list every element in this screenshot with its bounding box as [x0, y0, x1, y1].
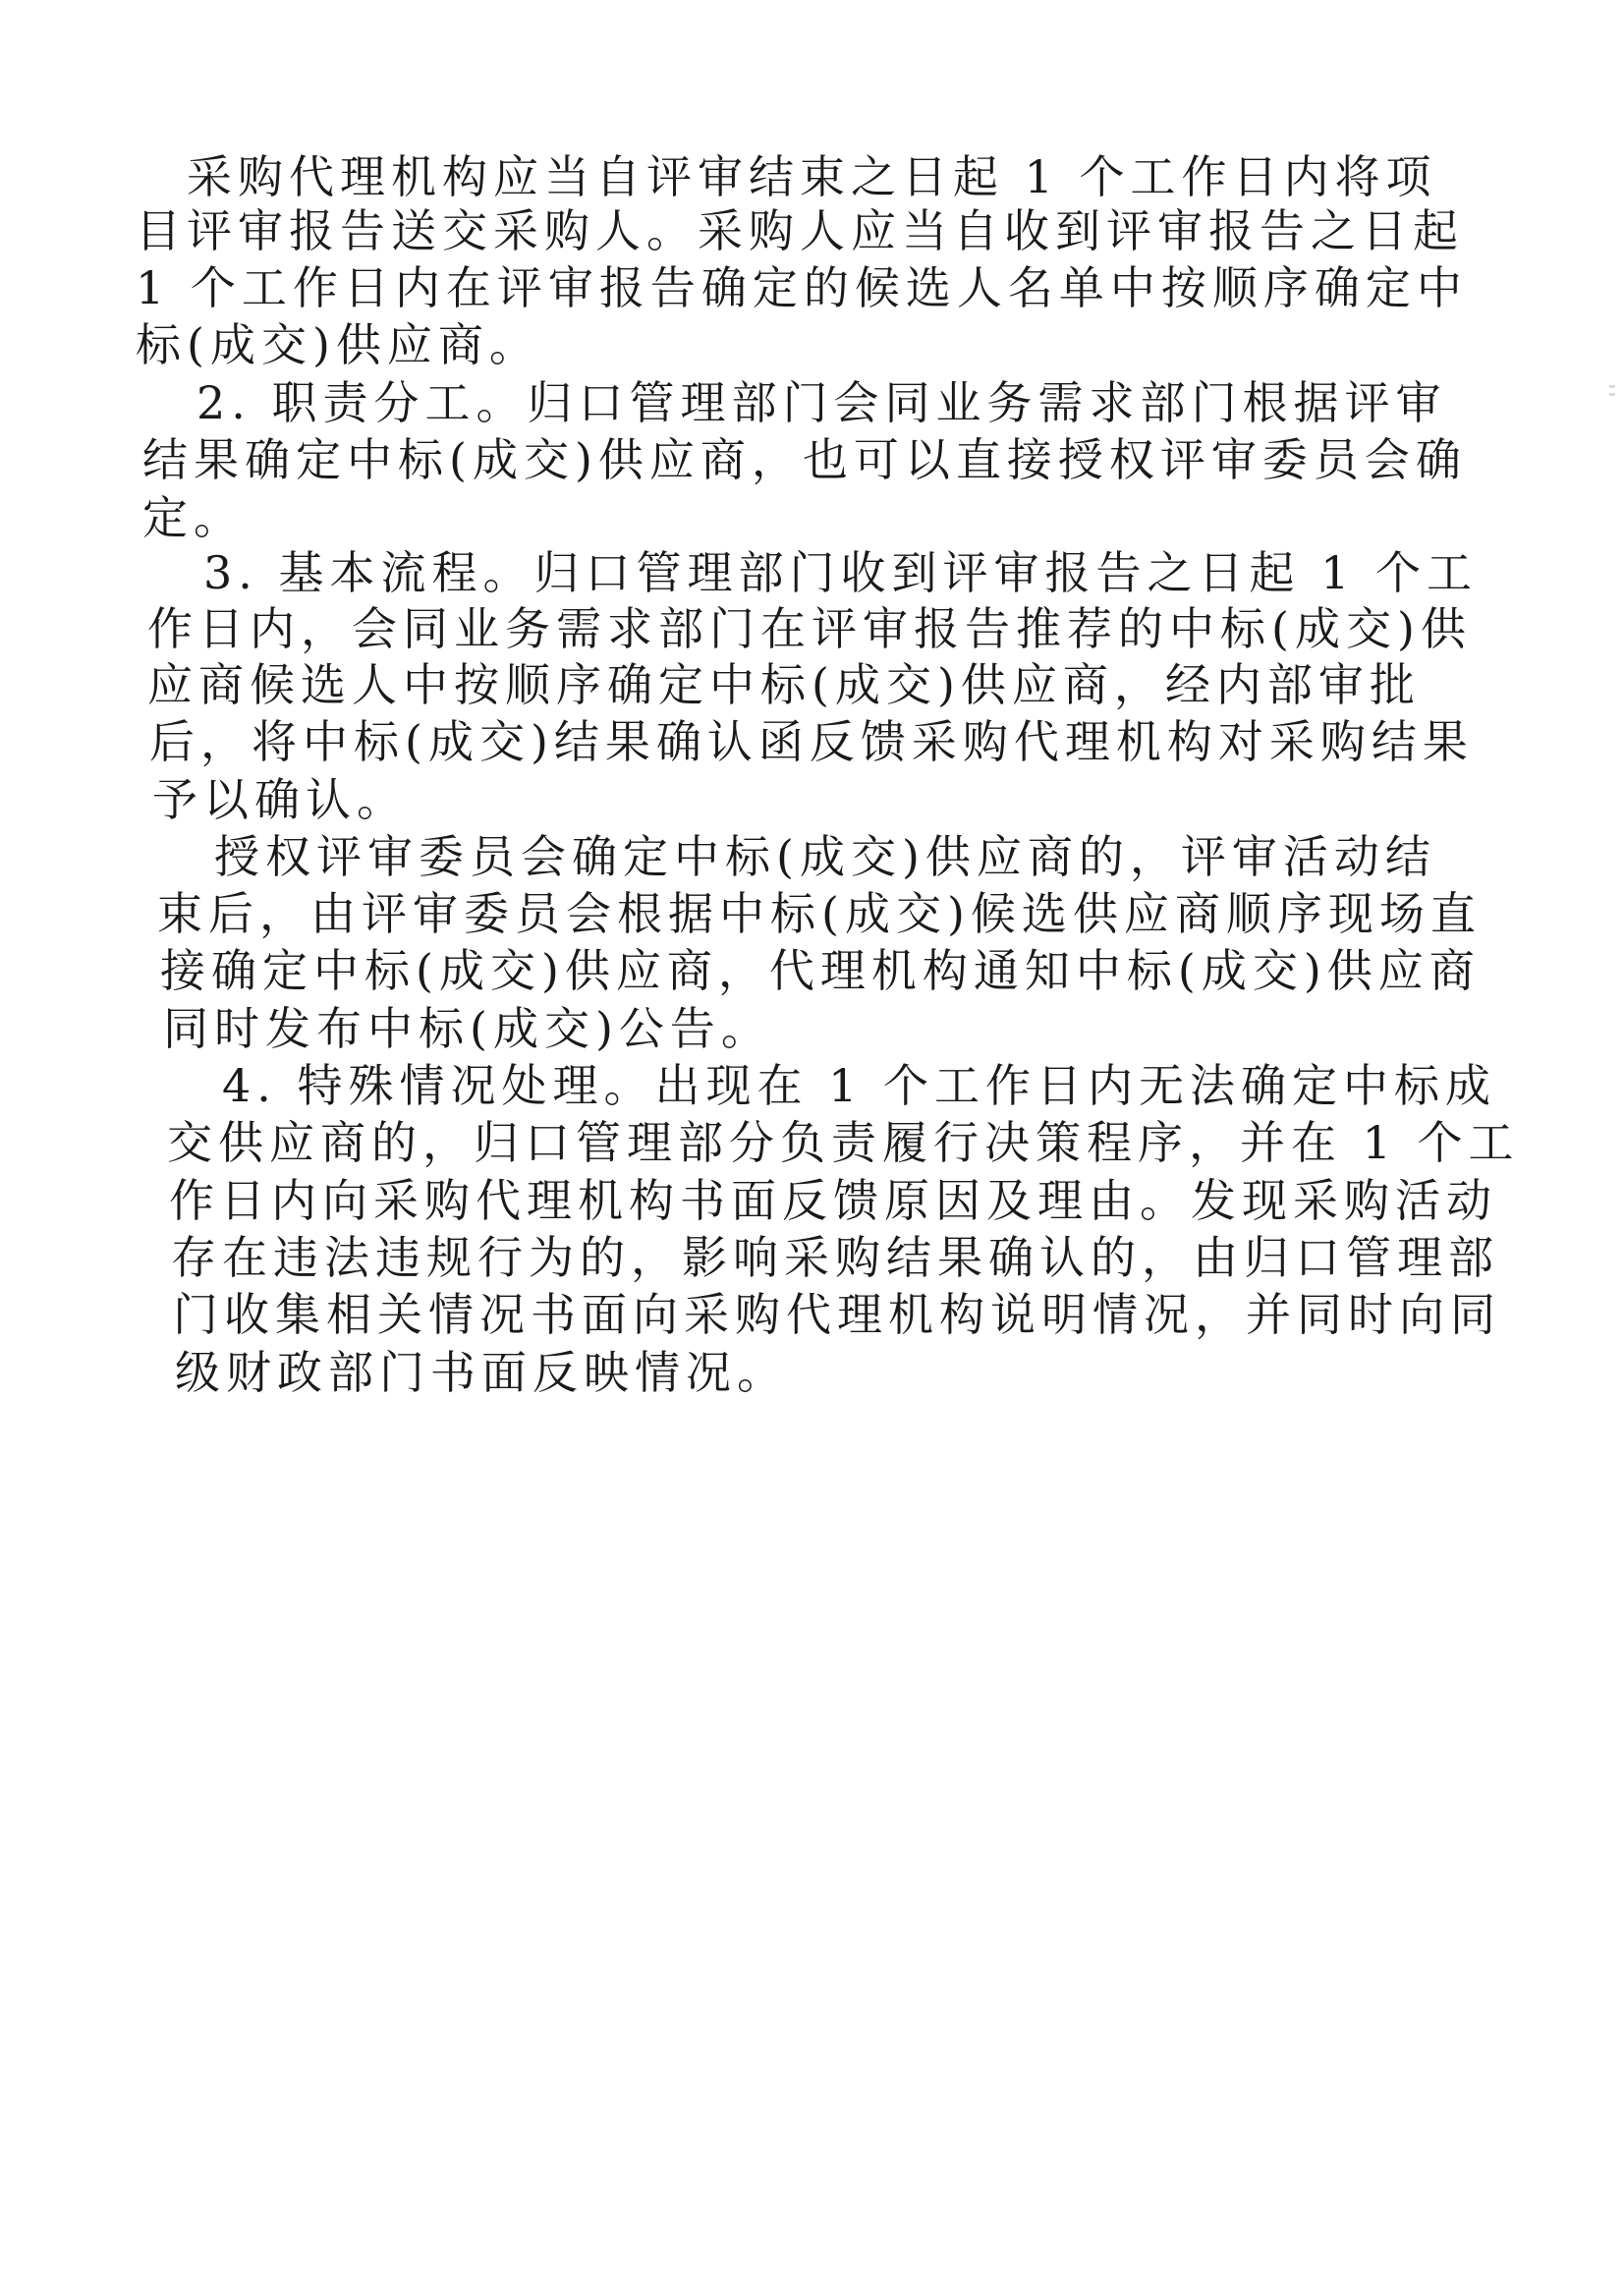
- paragraph-4-line-1: 授权评审委员会确定中标(成交)供应商的，评审活动结: [214, 830, 1436, 883]
- paragraph-1-line-1: 采购代理机构应当自评审结束之日起 1 个工作日内将项: [187, 150, 1437, 203]
- scan-mark: [1609, 385, 1615, 388]
- scan-mark: [1609, 393, 1615, 396]
- paragraph-2-line-1: 2. 职责分工。归口管理部门会同业务需求部门根据评审: [196, 376, 1447, 429]
- paragraph-3-line-3: 应商候选人中按顺序确定中标(成交)供应商，经内部审批: [147, 658, 1421, 711]
- paragraph-5-line-5: 门收集相关情况书面向采购代理机构说明情况，并同时向同: [173, 1288, 1501, 1341]
- paragraph-2-line-2: 结果确定中标(成交)供应商，也可以直接授权评审委员会确: [142, 433, 1467, 486]
- paragraph-5-line-4: 存在违法违规行为的，影响采购结果确认的，由归口管理部: [171, 1231, 1499, 1284]
- paragraph-5-line-2: 交供应商的，归口管理部分负责履行决策程序，并在 1 个工: [167, 1116, 1520, 1169]
- paragraph-3-line-5: 予以确认。: [152, 773, 408, 826]
- paragraph-3-line-1: 3. 基本流程。归口管理部门收到评审报告之日起 1 个工: [203, 546, 1479, 599]
- paragraph-3-line-4: 后，将中标(成交)结果确认函反馈采购代理机构对采购结果: [149, 715, 1474, 768]
- paragraph-1-line-2: 目评审报告送交采购人。采购人应当自收到评审报告之日起: [136, 204, 1464, 257]
- paragraph-5-line-1: 4. 特殊情况处理。出现在 1 个工作日内无法确定中标成: [222, 1059, 1497, 1112]
- paragraph-2-line-3: 定。: [142, 491, 245, 544]
- paragraph-1-line-3: 1 个工作日内在评审报告确定的候选人名单中按顺序确定中: [136, 261, 1468, 314]
- paragraph-4-line-3: 接确定中标(成交)供应商，代理机构通知中标(成交)供应商: [160, 944, 1481, 997]
- paragraph-3-line-2: 作日内，会同业务需求部门在评审报告推荐的中标(成交)供: [147, 602, 1472, 655]
- paragraph-1-line-4: 标(成交)供应商。: [136, 318, 540, 371]
- paragraph-5-line-6: 级财政部门书面反映情况。: [175, 1346, 788, 1399]
- paragraph-4-line-2: 束后，由评审委员会根据中标(成交)候选供应商顺序现场直: [157, 887, 1482, 940]
- paragraph-5-line-3: 作日内向采购代理机构书面反馈原因及理由。发现采购活动: [169, 1174, 1497, 1227]
- paragraph-4-line-4: 同时发布中标(成交)公告。: [163, 1002, 772, 1055]
